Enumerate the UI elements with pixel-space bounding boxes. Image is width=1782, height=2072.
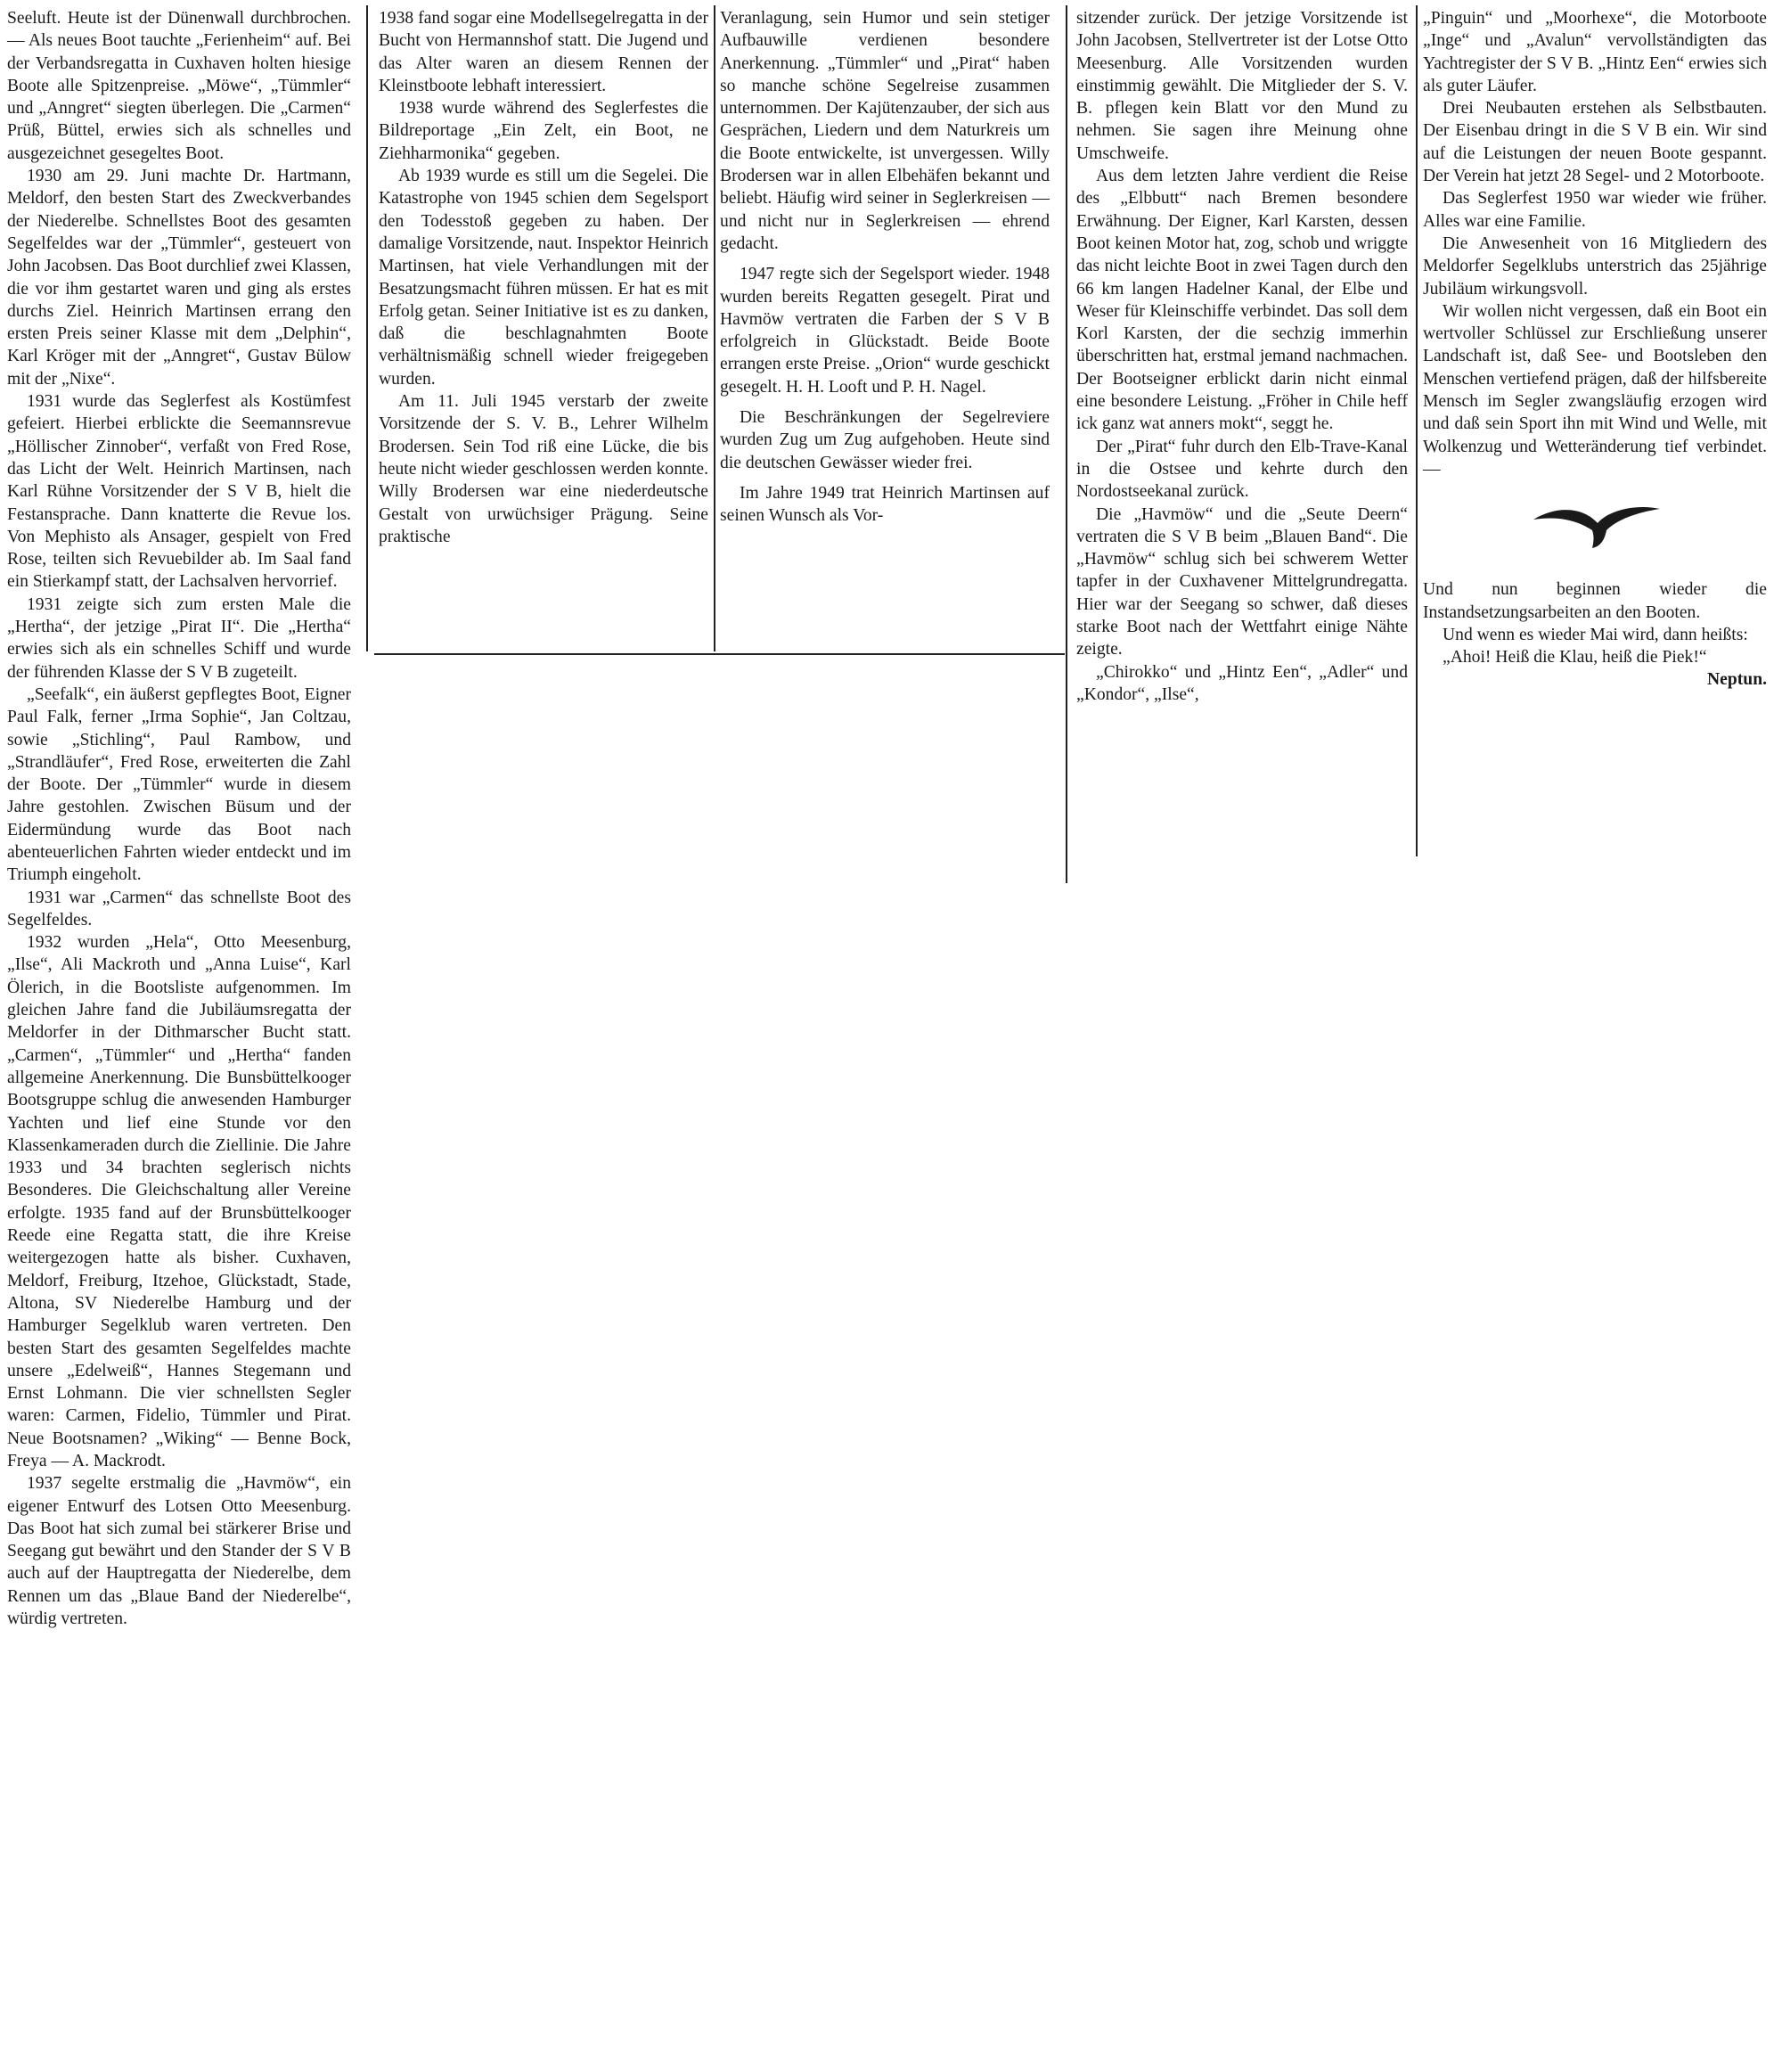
paragraph: Im Jahre 1949 trat Heinrich Martinsen auf seinen Wunsch als Vor- xyxy=(720,483,1050,526)
paragraph: 1931 war „Carmen“ das schnellste Boot des Segelfeldes. xyxy=(7,888,351,930)
paragraph: Ab 1939 wurde es still um die Segelei. Die Katastrophe von 1945 schien dem Segelsport den Todesstoß gegeben zu haben. Der damalige Vorsitzende, naut. Inspektor Heinrich Martinsen, hat viele Verhandlungen mit der Besatzungsmacht führen müssen. Er hat es mit Erfolg getan. Seiner Initiative ist es zu danken, daß die beschlagnahmten Boote verhältnismäßig schnell wieder freigegeben wurden. xyxy=(379,167,708,389)
paragraph: Die Beschränkungen der Segelreviere wurden Zug um Zug aufgehoben. Heute sind die deutschen Gewässer wieder frei. xyxy=(720,408,1050,472)
paragraph: 1937 segelte erstmalig die „Havmöw“, ein eigener Entwurf des Lotsen Otto Meesenburg. Das Boot hat sich zumal bei stärkerer Brise und Seegang gut bewährt und den Stander der S V B auch auf der Hauptregatta der Niederelbe, dem Rennen um das „Blaue Band der Niederelbe“, würdig vertreten. xyxy=(7,1474,351,1629)
seagull-icon xyxy=(1530,500,1663,552)
article-column-5 xyxy=(1423,7,1767,692)
author-signature: Neptun. xyxy=(1707,670,1767,690)
paragraph: „Ahoi! Heiß die Klau, heiß die Piek!“ xyxy=(1443,648,1707,667)
column-rule xyxy=(1416,5,1418,856)
paragraph: 1938 fand sogar eine Modellsegelregatta in der Bucht von Hermannshof statt. Die Jugend und das Alter waren an diesem Rennen der Kleinstboote lebhaft interessiert. xyxy=(379,9,708,95)
article-column-2 xyxy=(379,7,708,548)
paragraph: Die Anwesenheit von 16 Mitgliedern des Meldorfer Segelklubs unterstrich das 25jährige Jubiläum wirkungsvoll. xyxy=(1423,233,1767,299)
article-column-1 xyxy=(7,7,351,1630)
paragraph: Der „Pirat“ fuhr durch den Elb-Trave-Kanal in die Ostsee und kehrte durch den Nordostseekanal zurück. xyxy=(1076,437,1408,502)
paragraph: 1930 am 29. Juni machte Dr. Hartmann, Meldorf, den besten Start des Zweckverbandes der Niederelbe. Schnellstes Boot des gesamten Segelfeldes war der „Tümmler“, gesteuert von John Jacobsen. Das Boot durchlief zwei Klassen, die vor ihm gestartet waren und ging als erstes durchs Ziel. Heinrich Martinsen errang den ersten Preis seiner Klasse mit dem „Delphin“, Karl Kröger mit der „Anngret“, Gustav Bülow mit der „Nixe“. xyxy=(7,167,351,389)
paragraph: „Seefalk“, ein äußerst gepflegtes Boot, Eigner Paul Falk, ferner „Irma Sophie“, Jan Coltzau, sowie „Stichling“, Paul Rambow, und „Strandläufer“, Fred Rose, erweiterten die Zahl der Boote. Der „Tümmler“ wurde in diesem Jahre gestohlen. Zwischen Büsum und der Eidermündung wurde das Boot nach abenteuerlichen Fahrten wieder entdeckt und im Triumph eingeholt. xyxy=(7,684,351,885)
section-rule xyxy=(374,653,1065,655)
article-column-4 xyxy=(1076,7,1408,706)
paragraph: Drei Neubauten erstehen als Selbstbauten. Der Eisenbau dringt in die S V B ein. Wir sind auf die Leistungen der neuen Boote gespannt. Der Verein hat jetzt 28 Segel- und 2 Motorboote. xyxy=(1423,99,1767,186)
article-column-3 xyxy=(720,7,1050,528)
paragraph: Seeluft. Heute ist der Dünenwall durchbrochen. — Als neues Boot tauchte „Ferienheim“ auf. Bei der Verbandsregatta in Cuxhaven holten hiesige Boote alle Spitzenpreise. „Möwe“, „Tümmler“ und „Anngret“ siegten überlegen. Die „Carmen“ Prüß, Büttel, erwies sich als schnelles und ausgezeichnet gesegeltes Boot. xyxy=(7,9,351,163)
column-rule xyxy=(714,5,715,651)
paragraph: 1931 wurde das Seglerfest als Kostümfest gefeiert. Hierbei erblickte die Seemannsrevue „Höllischer Zinnober“, verfaßt von Fred Rose, das Licht der Welt. Heinrich Martinsen, nach Karl Rühne Vorsitzender der S V B, hielt die Festansprache. Dann knatterte die Revue los. Von Mephisto als Ansager, gespielt von Fred Rose, teilten sich Revuebilder ab. Im Saal fand ein Stierkampf statt, der Lachsalven hervorrief. xyxy=(7,392,351,592)
paragraph: Das Seglerfest 1950 war wieder wie früher. Alles war eine Familie. xyxy=(1423,189,1767,231)
column-rule xyxy=(1066,5,1067,883)
paragraph: Und wenn es wieder Mai wird, dann heißts: xyxy=(1443,625,1748,644)
paragraph: 1947 regte sich der Segelsport wieder. 1948 wurden bereits Regatten gesegelt. Pirat und Havmöw vertraten die Farben der S V B erfolgreich in Glückstadt. Beide Boote errangen erste Preise. „Orion“ wurde geschickt gesegelt. H. H. Looft und P. H. Nagel. xyxy=(720,265,1050,397)
paragraph: sitzender zurück. Der jetzige Vorsitzende ist John Jacobsen, Stellvertreter ist der Lotse Otto Meesenburg. Alle Vorsitzenden wurden einstimmig gewählt. Die Mitglieder der S. V. B. pflegen kein Blatt vor den Mund zu nehmen. Sie sagen ihre Meinung ohne Umschweife. xyxy=(1076,9,1408,163)
paragraph: Und nun beginnen wieder die Instandsetzungsarbeiten an den Booten. xyxy=(1423,580,1767,622)
paragraph: Aus dem letzten Jahre verdient die Reise des „Elbbutt“ nach Bremen besondere Erwähnung. Der Eigner, Karl Karsten, dessen Boot keinen Motor hat, zog, schob und wriggte das nicht leichte Boot in zwei Tagen durch den 66 km langen Hadelner Kanal, der Elbe und Weser für Kleinschiffe verbindet. Das soll dem Korl Karsten, der die sechzig immerhin überschritten hat, erstmal jemand nachmachen. Der Bootseigner erblickt darin nicht einmal eine besondere Leistung. „Fröher in Chile heff ick ganz wat anners mokt“, seggt he. xyxy=(1076,167,1408,434)
paragraph: Am 11. Juli 1945 verstarb der zweite Vorsitzende der S. V. B., Lehrer Wilhelm Brodersen. Sein Tod riß eine Lücke, die bis heute nicht wieder geschlossen werden konnte. Willy Brodersen war eine niederdeutsche Gestalt von urwüchsiger Prägung. Seine praktische xyxy=(379,392,708,546)
paragraph: Wir wollen nicht vergessen, daß ein Boot ein wertvoller Schlüssel zur Erschließung unserer Landschaft ist, daß See- und Bootsleben den Menschen vertiefend prägen, daß der hilfsbereite Mensch im Segler zwangsläufig erzogen wird und daß sein Sport ihn mit Wind und Welle, mit Wolkenzug und Wetteränderung tief verbindet. — xyxy=(1423,301,1767,479)
paragraph: „Chirokko“ und „Hintz Een“, „Adler“ und „Kondor“, „Ilse“, xyxy=(1076,662,1408,704)
paragraph: Die „Havmöw“ und die „Seute Deern“ vertraten die S V B beim „Blauen Band“. Die „Havmöw“ schlug sich bei schwerem Wetter tapfer in der Cuxhavener Mittelgrundregatta. Hier war der Seegang so schwer, daß dieses starke Boot nach der Wettfahrt einige Nähte zeigte. xyxy=(1076,504,1408,659)
paragraph: „Pinguin“ und „Moorhexe“, die Motorboote „Inge“ und „Avalun“ vervollständigten das Yachtregister der S V B. „Hintz Een“ erwies sich als guter Läufer. xyxy=(1423,9,1767,95)
paragraph: 1938 wurde während des Seglerfestes die Bildreportage „Ein Zelt, ein Boot, ne Ziehharmonika“ gegeben. xyxy=(379,99,708,163)
paragraph: Veranlagung, sein Humor und sein stetiger Aufbauwille verdienen besondere Anerkennung. „Tümmler“ und „Pirat“ haben so manche schöne Segelreise zusammen unternommen. Der Kajütenzauber, der sich aus Gesprächen, Liedern und dem Naturkreis um die Boote entwickelte, ist unvergessen. Willy Brodersen war in allen Elbehäfen bekannt und beliebt. Häufig wird seiner in Seglerkreisen — und nicht nur in Seglerkreisen — ehrend gedacht. xyxy=(720,9,1050,253)
column-rule xyxy=(366,5,368,651)
paragraph: 1931 zeigte sich zum ersten Male die „Hertha“, der jetzige „Pirat II“. Die „Hertha“ erwies sich als ein schnelles Schiff und wurde der führenden Klasse der S V B zugeteilt. xyxy=(7,594,351,682)
paragraph: 1932 wurden „Hela“, Otto Meesenburg, „Ilse“, Ali Mackroth und „Anna Luise“, Karl Ölerich, in die Bootsliste aufgenommen. Im gleichen Jahre fand die Jubiläumsregatta der Meldorfer in der Dithmarscher Bucht statt. „Carmen“, „Tümmler“ und „Hertha“ fanden allgemeine Anerkennung. Die Bunsbüttelkooger Bootsgruppe schlug die anwesenden Hamburger Yachten und lief eine Stunde vor den Klassenkameraden durch die Ziellinie. Die Jahre 1933 und 34 brachten seglerisch nichts Besonderes. Die Gleichschaltung aller Vereine erfolgte. 1935 fand auf der Brunsbüttelkooger Reede eine Regatta statt, die ihre Kreise weitergezogen hatte als bisher. Cuxhaven, Meldorf, Freiburg, Itzehoe, Glückstadt, Stade, Altona, SV Niederelbe Hamburg und der Hamburger Segelklub waren vertreten. Den besten Start des gesamten Segelfeldes machte unsere „Edelweiß“, Hannes Stegemann und Ernst Lohmann. Die vier schnellsten Segler waren: Carmen, Fidelio, Tümmler und Pirat. Neue Bootsnamen? „Wiking“ — Benne Bock, Freya — A. Mackrodt. xyxy=(7,933,351,1470)
